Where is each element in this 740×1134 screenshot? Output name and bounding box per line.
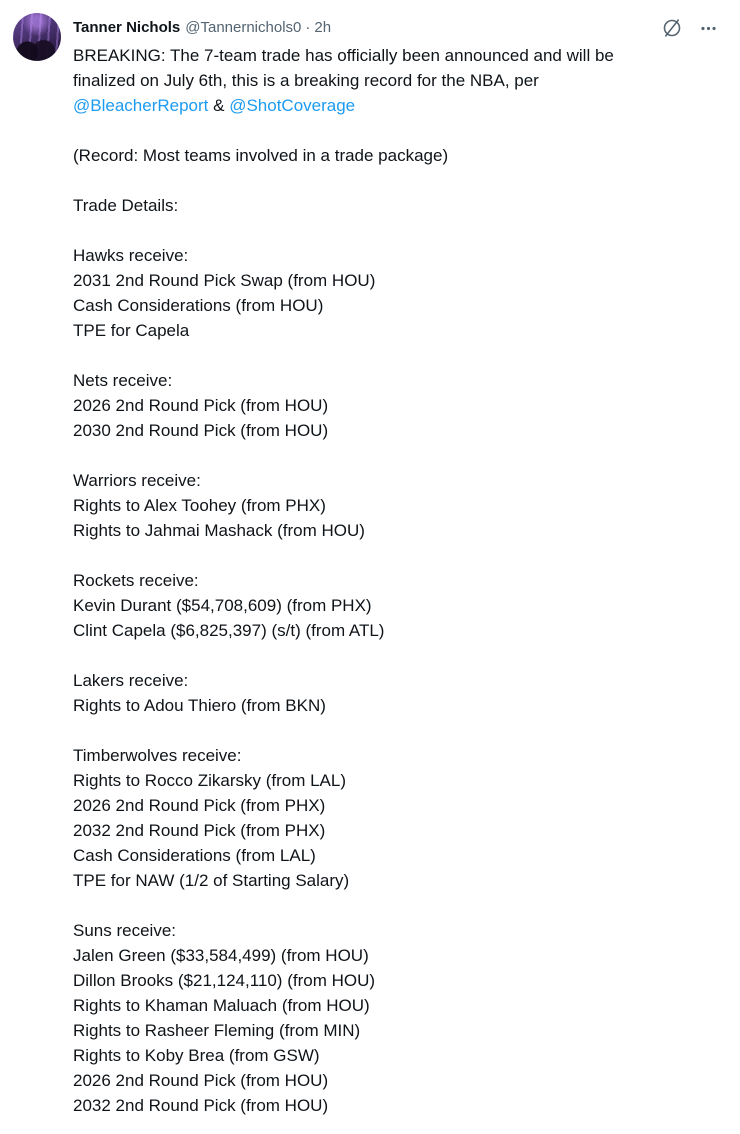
tweet-paragraph-breaking bbox=[73, 43, 720, 118]
trade-item: 2026 2nd Round Pick (from HOU) bbox=[73, 1071, 329, 1090]
section-header: Nets receive: bbox=[73, 371, 173, 390]
mentions-line bbox=[73, 93, 720, 118]
section-header: Suns receive: bbox=[73, 921, 176, 940]
avatar[interactable] bbox=[13, 13, 61, 61]
grok-icon[interactable] bbox=[661, 17, 683, 39]
trade-section-warriors bbox=[73, 468, 720, 543]
section-header: Hawks receive: bbox=[73, 246, 189, 265]
mention-bleacherreport[interactable]: @BleacherReport bbox=[73, 96, 209, 115]
trade-item: TPE for NAW (1/2 of Starting Salary) bbox=[73, 871, 350, 890]
tweet-text-line: BREAKING: The 7-team trade has officially been announced and will be bbox=[73, 46, 614, 65]
section-header: Warriors receive: bbox=[73, 471, 201, 490]
trade-section-nets bbox=[73, 368, 720, 443]
trade-section-lakers bbox=[73, 668, 720, 718]
trade-section-rockets bbox=[73, 568, 720, 643]
trade-item: 2031 2nd Round Pick Swap (from HOU) bbox=[73, 271, 376, 290]
record-note bbox=[73, 143, 720, 168]
tweet-text-line: Trade Details: bbox=[73, 196, 179, 215]
separator-dot: · bbox=[305, 19, 311, 36]
trade-item: 2026 2nd Round Pick (from PHX) bbox=[73, 796, 326, 815]
section-header: Timberwolves receive: bbox=[73, 746, 242, 765]
trade-item: Cash Considerations (from LAL) bbox=[73, 846, 316, 865]
display-name[interactable]: Tanner Nichols bbox=[73, 19, 181, 36]
trade-item: Rights to Rocco Zikarsky (from LAL) bbox=[73, 771, 347, 790]
trade-section-suns bbox=[73, 918, 720, 1118]
trade-item: Rights to Koby Brea (from GSW) bbox=[73, 1046, 320, 1065]
trade-item: 2032 2nd Round Pick (from HOU) bbox=[73, 1096, 329, 1115]
tweet-text-line: (Record: Most teams involved in a trade package) bbox=[73, 146, 449, 165]
trade-item: 2026 2nd Round Pick (from HOU) bbox=[73, 396, 329, 415]
trade-item: Rights to Jahmai Mashack (from HOU) bbox=[73, 521, 365, 540]
mention-shotcoverage[interactable]: @ShotCoverage bbox=[229, 96, 356, 115]
ampersand-text: & bbox=[208, 96, 230, 115]
user-handle[interactable]: @Tannernichols0 bbox=[185, 19, 302, 36]
tweet-header bbox=[73, 13, 720, 39]
trade-item: Rights to Adou Thiero (from BKN) bbox=[73, 696, 326, 715]
trade-details-label bbox=[73, 193, 720, 218]
tweet-content bbox=[73, 13, 720, 1118]
timestamp[interactable]: 2h bbox=[314, 19, 332, 36]
avatar-column bbox=[13, 13, 61, 61]
trade-item: Rights to Khaman Maluach (from HOU) bbox=[73, 996, 370, 1015]
trade-section-timberwolves bbox=[73, 743, 720, 893]
trade-item: Rights to Rasheer Fleming (from MIN) bbox=[73, 1021, 361, 1040]
tweet-body bbox=[73, 43, 720, 1118]
trade-item: Clint Capela ($6,825,397) (s/t) (from ATL) bbox=[73, 621, 385, 640]
section-header: Lakers receive: bbox=[73, 671, 189, 690]
more-icon[interactable] bbox=[699, 19, 718, 38]
trade-item: Jalen Green ($33,584,499) (from HOU) bbox=[73, 946, 369, 965]
trade-item: 2032 2nd Round Pick (from PHX) bbox=[73, 821, 326, 840]
trade-item: Kevin Durant ($54,708,609) (from PHX) bbox=[73, 596, 372, 615]
trade-section-hawks bbox=[73, 243, 720, 343]
trade-item: Cash Considerations (from HOU) bbox=[73, 296, 324, 315]
tweet-text-line: finalized on July 6th, this is a breaking record for the NBA, per bbox=[73, 71, 539, 90]
trade-item: Dillon Brooks ($21,124,110) (from HOU) bbox=[73, 971, 376, 990]
trade-item: TPE for Capela bbox=[73, 321, 190, 340]
trade-item: Rights to Alex Toohey (from PHX) bbox=[73, 496, 326, 515]
section-header: Rockets receive: bbox=[73, 571, 199, 590]
trade-item: 2030 2nd Round Pick (from HOU) bbox=[73, 421, 329, 440]
header-icons bbox=[661, 17, 720, 39]
